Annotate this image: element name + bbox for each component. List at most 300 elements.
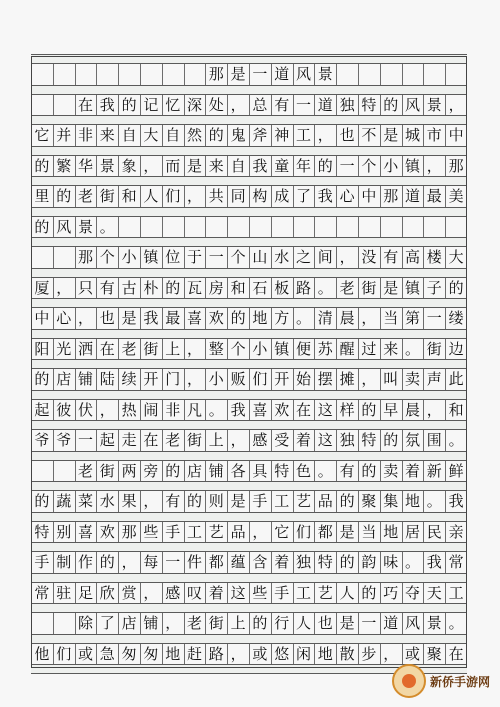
handwritten-char: 地 <box>165 644 181 663</box>
handwritten-char: 整 <box>208 339 224 358</box>
handwritten-char: 记 <box>143 95 159 114</box>
handwritten-char: 的 <box>34 492 50 510</box>
handwritten-char: ， <box>426 400 442 419</box>
handwritten-char: 自 <box>230 156 246 175</box>
handwritten-char: ， <box>143 583 159 602</box>
grid-cell <box>53 247 75 268</box>
handwritten-char: 是 <box>339 522 355 541</box>
handwritten-char: 散 <box>339 644 355 663</box>
handwritten-char: 山 <box>252 248 268 266</box>
handwritten-char: 常 <box>448 553 464 571</box>
handwritten-char: 在 <box>77 95 93 114</box>
handwritten-char: 我 <box>426 553 442 571</box>
handwritten-char: 的 <box>34 217 50 236</box>
handwritten-char: 艺 <box>295 492 311 510</box>
handwritten-char: 景 <box>99 156 115 175</box>
handwritten-char: 或 <box>252 644 268 663</box>
grid-cell <box>118 217 140 238</box>
grid-cell <box>314 217 336 238</box>
handwritten-char: 爷 <box>34 431 50 449</box>
handwritten-char: 也 <box>339 126 355 144</box>
handwritten-char: ， <box>339 248 355 266</box>
handwritten-char: 那 <box>448 156 464 175</box>
handwritten-char: 老 <box>77 187 93 205</box>
handwritten-char: 景 <box>317 65 333 83</box>
handwritten-char: 氛 <box>404 431 420 449</box>
handwritten-char: 工 <box>295 583 311 602</box>
handwritten-char: 也 <box>317 614 333 632</box>
grid-row <box>31 491 467 512</box>
handwritten-char: 个 <box>99 248 115 266</box>
handwritten-char: 厦 <box>34 278 50 297</box>
handwritten-char: 人 <box>339 583 355 602</box>
handwritten-char: 店 <box>121 614 137 632</box>
handwritten-char: 的 <box>230 309 246 327</box>
handwritten-char: 凡 <box>186 400 202 419</box>
handwritten-char: 老 <box>339 278 355 297</box>
grid-cell <box>423 217 445 238</box>
handwritten-char: 些 <box>252 583 268 602</box>
grid-cell <box>271 217 293 238</box>
handwritten-char: 古 <box>121 278 137 297</box>
handwritten-char: 大 <box>143 126 159 144</box>
handwritten-char: 独 <box>295 553 311 571</box>
handwritten-char: 着 <box>274 553 290 571</box>
handwritten-char: 赏 <box>121 583 137 602</box>
handwritten-char: 并 <box>56 126 72 144</box>
handwritten-char: 起 <box>34 400 50 419</box>
row-separator <box>31 207 467 217</box>
handwritten-char: 续 <box>121 370 137 388</box>
handwritten-char: 最 <box>165 309 181 327</box>
handwritten-char: 鬼 <box>230 126 246 144</box>
grid-row <box>31 400 467 421</box>
handwritten-char: 忆 <box>165 95 181 114</box>
handwritten-char: 它 <box>34 126 50 144</box>
handwritten-char: 在 <box>99 339 115 358</box>
row-separator <box>31 237 467 247</box>
handwritten-char: 也 <box>99 309 115 327</box>
handwritten-char: ， <box>448 95 464 114</box>
grid-row <box>31 369 467 390</box>
handwritten-char: 年 <box>295 156 311 175</box>
row-separator <box>31 176 467 186</box>
handwritten-char: 赶 <box>186 644 202 663</box>
handwritten-char: 景 <box>426 95 442 114</box>
handwritten-char: 一 <box>426 309 442 327</box>
handwritten-char: 作 <box>77 553 93 571</box>
grid-row <box>31 278 467 299</box>
handwritten-char: 居 <box>404 522 420 541</box>
handwritten-char: 我 <box>317 187 333 205</box>
grid-row <box>31 308 467 329</box>
handwritten-char: 两 <box>121 461 137 480</box>
handwritten-char: 大 <box>448 248 464 266</box>
handwritten-char: 着 <box>295 431 311 449</box>
handwritten-char: 第 <box>404 309 420 327</box>
grid-cell <box>358 64 380 85</box>
handwritten-char: 我 <box>230 400 246 419</box>
handwritten-char: 欢 <box>208 309 224 327</box>
handwritten-char: 卖 <box>383 461 399 480</box>
handwritten-char: 是 <box>230 65 246 83</box>
handwritten-char: 开 <box>274 370 290 388</box>
handwritten-char: ， <box>186 339 202 358</box>
grid-cell <box>140 64 162 85</box>
grid-cell <box>336 64 358 85</box>
handwritten-char: 足 <box>77 583 93 602</box>
handwritten-char: 特 <box>274 461 290 480</box>
handwritten-char: 手 <box>274 583 290 602</box>
handwritten-char: 清 <box>317 309 333 327</box>
handwritten-char: 驻 <box>56 583 72 602</box>
grid-cell <box>31 613 53 634</box>
handwritten-char: 。 <box>295 309 311 327</box>
handwritten-char: 路 <box>295 278 311 297</box>
handwritten-char: 只 <box>77 278 93 297</box>
handwritten-char: 。 <box>317 278 333 297</box>
handwritten-char: 风 <box>295 65 311 83</box>
grid-cell <box>31 247 53 268</box>
handwritten-char: 受 <box>274 431 290 449</box>
handwritten-char: 街 <box>99 187 115 205</box>
handwritten-char: 有 <box>99 278 115 297</box>
handwritten-char: 艺 <box>208 522 224 541</box>
grid-cell <box>53 95 75 116</box>
handwritten-char: 的 <box>165 461 181 480</box>
handwritten-char: 的 <box>56 187 72 205</box>
handwritten-char: ， <box>230 95 246 114</box>
handwritten-char: 聚 <box>361 492 377 510</box>
handwritten-char: 匆 <box>121 644 137 663</box>
handwritten-char: 样 <box>339 400 355 419</box>
handwritten-char: 我 <box>143 309 159 327</box>
grid-row <box>31 247 467 268</box>
handwritten-char: 这 <box>317 431 333 449</box>
grid-cell <box>75 64 97 85</box>
handwritten-char: ， <box>317 126 333 144</box>
handwritten-char: 色 <box>295 461 311 480</box>
handwritten-char: 独 <box>339 431 355 449</box>
handwritten-char: 集 <box>383 492 399 510</box>
grid-cell <box>380 217 402 238</box>
grid-cell <box>53 461 75 482</box>
handwritten-char: 自 <box>165 126 181 144</box>
handwritten-char: 始 <box>295 370 311 388</box>
handwritten-char: 上 <box>230 614 246 632</box>
handwritten-char: 个 <box>230 339 246 358</box>
grid-row <box>31 186 467 207</box>
handwritten-char: 的 <box>339 553 355 571</box>
grid-row <box>31 461 467 482</box>
handwritten-char: 边 <box>448 339 464 358</box>
handwritten-char: 在 <box>295 400 311 419</box>
handwritten-char: 风 <box>56 217 72 236</box>
handwritten-char: 风 <box>404 95 420 114</box>
handwritten-char: 手 <box>252 492 268 510</box>
handwritten-char: 街 <box>186 431 202 449</box>
handwritten-char: 的 <box>121 95 137 114</box>
handwritten-char: 他 <box>34 644 50 663</box>
handwritten-char: 心 <box>56 309 72 327</box>
handwritten-char: 有 <box>339 461 355 480</box>
handwritten-char: 心 <box>339 187 355 205</box>
handwritten-char: 水 <box>274 248 290 266</box>
handwritten-char: 步 <box>361 644 377 663</box>
handwritten-char: 缕 <box>448 309 464 327</box>
handwritten-char: 那 <box>383 187 399 205</box>
handwritten-char: 个 <box>230 248 246 266</box>
handwritten-char: 感 <box>165 583 181 602</box>
handwritten-char: 上 <box>165 339 181 358</box>
handwritten-char: 铺 <box>143 614 159 632</box>
handwritten-char: 一 <box>208 248 224 266</box>
handwritten-char: 最 <box>426 187 442 205</box>
handwritten-char: 水 <box>99 492 115 510</box>
handwritten-char: 闲 <box>295 644 311 663</box>
handwritten-char: 和 <box>230 278 246 297</box>
handwritten-char: 工 <box>274 492 290 510</box>
handwritten-char: 朴 <box>143 278 159 297</box>
handwritten-char: 苏 <box>317 339 333 358</box>
grid-cell <box>31 95 53 116</box>
handwritten-char: 门 <box>165 370 181 388</box>
handwritten-char: 的 <box>317 156 333 175</box>
handwritten-char: 处 <box>208 95 224 114</box>
handwritten-char: 铺 <box>77 370 93 388</box>
handwritten-char: 着 <box>404 461 420 480</box>
watermark-text: 新侨手游网 <box>429 674 490 689</box>
grid-row <box>31 64 467 85</box>
handwritten-char: 之 <box>295 248 311 266</box>
handwritten-char: 都 <box>208 553 224 571</box>
handwritten-char: 街 <box>361 278 377 297</box>
handwritten-char: 我 <box>252 156 268 175</box>
grid-cell <box>118 64 140 85</box>
handwritten-char: ， <box>99 400 115 419</box>
handwritten-char: 中 <box>448 126 464 144</box>
watermark-logo-icon <box>392 664 426 698</box>
handwritten-char: 来 <box>208 156 224 175</box>
handwritten-char: ， <box>77 309 93 327</box>
handwritten-char: 这 <box>317 400 333 419</box>
grid-row <box>31 95 467 116</box>
row-separator <box>31 573 467 583</box>
handwritten-char: 别 <box>56 522 72 541</box>
handwritten-char: 卖 <box>404 370 420 388</box>
grid-cell <box>358 217 380 238</box>
handwritten-char: 起 <box>99 431 115 449</box>
grid-cell <box>184 217 206 238</box>
grid-cell <box>162 217 184 238</box>
handwritten-char: 老 <box>77 461 93 480</box>
handwritten-char: 一 <box>339 156 355 175</box>
handwritten-char: 喜 <box>186 309 202 327</box>
handwritten-char: 夺 <box>404 583 420 602</box>
handwritten-char: 石 <box>252 278 268 297</box>
handwritten-char: 道 <box>404 187 420 205</box>
handwritten-char: 这 <box>230 583 246 602</box>
handwritten-char: 。 <box>404 339 420 358</box>
handwritten-char: 道 <box>317 95 333 114</box>
handwritten-char: 聚 <box>426 644 442 663</box>
handwritten-char: 的 <box>252 614 268 632</box>
grid-cell <box>96 64 118 85</box>
handwritten-char: 急 <box>99 644 115 663</box>
handwritten-char: 在 <box>448 644 464 663</box>
handwritten-char: 行 <box>274 614 290 632</box>
handwritten-char: 和 <box>448 400 464 419</box>
handwritten-char: 美 <box>448 187 464 205</box>
handwritten-char: ， <box>252 522 268 541</box>
handwritten-char: 地 <box>317 644 333 663</box>
grid-cell <box>402 217 424 238</box>
handwritten-char: 过 <box>361 339 377 358</box>
handwritten-char: 象 <box>121 156 137 175</box>
handwritten-char: 民 <box>426 522 442 541</box>
grid-cell <box>445 217 467 238</box>
handwritten-char: 街 <box>208 614 224 632</box>
handwritten-char: 工 <box>186 522 202 541</box>
handwritten-char: 醒 <box>339 339 355 358</box>
handwritten-char: 制 <box>56 553 72 571</box>
handwritten-char: 早 <box>383 400 399 419</box>
handwritten-char: 中 <box>361 187 377 205</box>
handwritten-char: ， <box>186 187 202 205</box>
grid-row <box>31 339 467 360</box>
handwritten-char: 是 <box>230 492 246 510</box>
handwritten-char: ， <box>143 156 159 175</box>
handwritten-char: ， <box>121 553 137 571</box>
grid-cell <box>336 217 358 238</box>
row-separator <box>31 85 467 95</box>
handwritten-char: 着 <box>208 583 224 602</box>
handwritten-char: 地 <box>383 522 399 541</box>
handwritten-char: 道 <box>383 614 399 632</box>
handwritten-char: 上 <box>208 431 224 449</box>
handwritten-char: 的 <box>361 461 377 480</box>
handwritten-char: 那 <box>77 248 93 266</box>
handwritten-char: 有 <box>165 492 181 510</box>
handwritten-char: ， <box>361 370 377 388</box>
handwritten-char: 成 <box>274 187 290 205</box>
grid-cell <box>162 64 184 85</box>
handwritten-char: 走 <box>121 431 137 449</box>
handwritten-char: 摆 <box>317 370 333 388</box>
handwritten-char: 的 <box>339 492 355 510</box>
grid-row <box>31 552 467 573</box>
handwritten-char: 市 <box>426 126 442 144</box>
handwritten-char: 有 <box>274 95 290 114</box>
handwritten-char: 件 <box>186 553 202 571</box>
handwritten-char: 感 <box>252 431 268 449</box>
handwritten-char: 个 <box>361 156 377 175</box>
handwritten-char: 而 <box>165 156 181 175</box>
handwritten-char: 华 <box>77 156 93 175</box>
handwritten-char: 小 <box>121 248 137 266</box>
grid-cell <box>293 217 315 238</box>
handwritten-char: 一 <box>165 553 181 571</box>
handwritten-char: 方 <box>274 309 290 327</box>
handwritten-char: 摊 <box>339 370 355 388</box>
handwritten-char: 总 <box>252 95 268 114</box>
handwritten-char: 独 <box>339 95 355 114</box>
handwritten-char: 爷 <box>56 431 72 449</box>
handwritten-char: 悠 <box>274 644 290 663</box>
handwritten-char: 间 <box>317 248 333 266</box>
handwritten-char: 铺 <box>208 461 224 480</box>
site-watermark <box>392 661 490 701</box>
handwritten-char: 构 <box>252 187 268 205</box>
handwritten-char: 。 <box>448 431 464 449</box>
handwritten-char: 路 <box>208 644 224 663</box>
manuscript-grid <box>31 56 467 668</box>
handwritten-char: 高 <box>404 248 420 266</box>
handwritten-char: 小 <box>252 339 268 358</box>
handwritten-char: 旁 <box>143 461 159 480</box>
handwritten-char: 的 <box>383 431 399 449</box>
handwritten-char: 则 <box>208 492 224 510</box>
handwritten-char: 些 <box>143 522 159 541</box>
handwritten-char: ， <box>56 278 72 297</box>
grid-cell <box>249 217 271 238</box>
handwritten-char: 开 <box>143 370 159 388</box>
handwritten-char: 喜 <box>252 400 268 419</box>
handwritten-char: 的 <box>186 492 202 510</box>
handwritten-char: 自 <box>121 126 137 144</box>
handwritten-char: 于 <box>186 248 202 266</box>
handwritten-char: 韵 <box>361 553 377 571</box>
grid-cell <box>31 461 53 482</box>
handwritten-char: 贩 <box>230 370 246 388</box>
handwritten-char: 欣 <box>99 583 115 602</box>
handwritten-char: 常 <box>34 583 50 602</box>
handwritten-char: 。 <box>426 492 442 510</box>
handwritten-char: 当 <box>383 309 399 327</box>
row-separator <box>31 329 467 339</box>
handwritten-char: 街 <box>99 461 115 480</box>
handwritten-char: 我 <box>99 95 115 114</box>
handwritten-char: 人 <box>143 187 159 205</box>
handwritten-char: 街 <box>143 339 159 358</box>
handwritten-char: 是 <box>339 614 355 632</box>
handwritten-char: 或 <box>77 644 93 663</box>
handwritten-char: 围 <box>426 431 442 449</box>
handwritten-char: ， <box>383 644 399 663</box>
handwritten-char: 镇 <box>143 248 159 266</box>
handwritten-char: 不 <box>361 126 377 144</box>
handwritten-char: 的 <box>361 583 377 602</box>
handwritten-char: ， <box>230 431 246 449</box>
handwritten-char: 每 <box>143 553 159 571</box>
handwritten-char: 里 <box>34 187 50 205</box>
handwritten-char: 了 <box>99 614 115 632</box>
handwritten-char: 天 <box>426 583 442 602</box>
grid-cell <box>53 613 75 634</box>
handwritten-char: 神 <box>274 126 290 144</box>
handwritten-char: 菜 <box>77 492 93 510</box>
handwritten-char: 特 <box>34 522 50 541</box>
handwritten-char: 手 <box>165 522 181 541</box>
handwritten-char: 一 <box>77 431 93 449</box>
handwritten-char: 彼 <box>56 400 72 419</box>
handwritten-char: 新 <box>426 461 442 480</box>
handwritten-char: 手 <box>34 553 50 571</box>
handwritten-char: 是 <box>383 278 399 297</box>
handwritten-char: 品 <box>230 522 246 541</box>
handwritten-char: 那 <box>121 522 137 541</box>
row-separator <box>31 481 467 491</box>
